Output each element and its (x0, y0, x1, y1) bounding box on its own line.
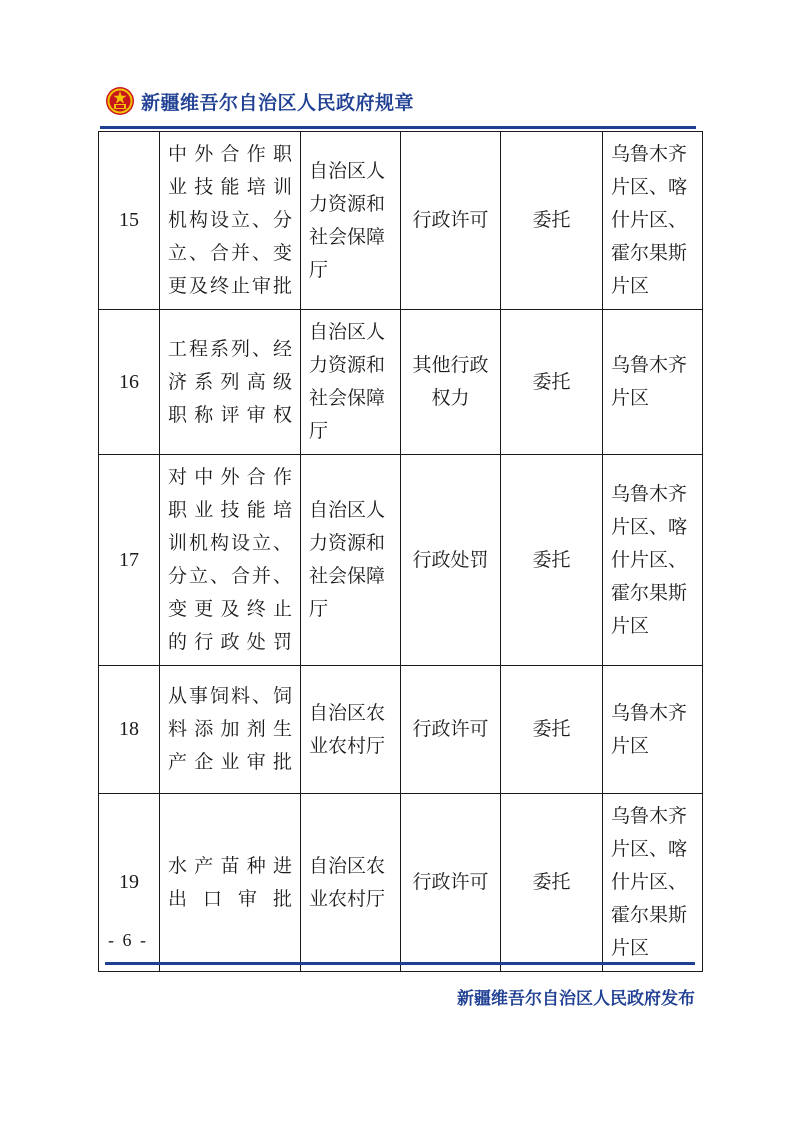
area-cell-line: 霍尔果斯 (611, 581, 688, 604)
footer-publisher: 新疆维吾尔自治区人民政府发布 (457, 989, 695, 1009)
method-cell: 委托 (501, 310, 603, 455)
item-name-cell-line: 产企业审批 (168, 751, 292, 773)
item-name-cell-line: 水产苗种进 (168, 854, 292, 877)
department-cell-line: 自治区人 (309, 159, 386, 182)
item-name-cell-line: 出口审批 (168, 887, 292, 910)
area-cell (603, 455, 703, 666)
table-row (99, 455, 703, 666)
area-cell-line: 片区 (611, 937, 650, 959)
item-name-cell-line: 工程系列、经 (168, 337, 292, 360)
method-cell: 委托 (501, 455, 603, 666)
table-row (99, 132, 703, 310)
department-cell-line: 社会保障 (309, 565, 386, 587)
table-row (99, 794, 703, 972)
row-number: 17 (99, 455, 160, 666)
table-row (99, 310, 703, 455)
department-cell-line: 社会保障 (309, 225, 386, 248)
item-name-cell-line: 分立、合并、 (168, 565, 292, 587)
item-name-cell-line: 立、合并、变 (168, 242, 292, 264)
header-title: 新疆维吾尔自治区人民政府规章 (141, 91, 415, 114)
footer-divider (105, 962, 695, 965)
delegation-table (98, 131, 703, 972)
row-number: 15 (99, 132, 160, 310)
national-emblem-icon (105, 86, 135, 116)
area-cell-line: 乌鲁木齐 (611, 805, 688, 827)
item-name-cell-line: 更及终止审批 (168, 275, 292, 297)
row-number: 18 (99, 666, 160, 794)
item-name-cell-line: 从事饲料、饲 (168, 685, 292, 707)
area-cell-line: 片区 (611, 387, 650, 409)
area-cell (603, 794, 703, 972)
item-name-cell-line: 业技能培训 (168, 176, 292, 198)
method-cell: 委托 (501, 666, 603, 794)
department-cell-line: 厅 (309, 420, 329, 442)
area-cell (603, 666, 703, 794)
department-cell-line: 社会保障 (309, 387, 386, 409)
item-name-cell-line: 对中外合作 (168, 466, 292, 488)
method-cell: 委托 (501, 132, 603, 310)
department-cell-line: 自治区人 (309, 499, 386, 521)
item-name-cell (160, 794, 301, 972)
item-name-cell-line: 济系列高级 (168, 370, 292, 393)
item-name-cell-line: 的行政处罚 (168, 631, 292, 653)
department-cell-line: 自治区人 (309, 321, 386, 343)
area-cell-line: 片区、喀 (611, 838, 688, 860)
area-cell-line: 片区 (611, 734, 650, 757)
item-name-cell-line: 职称评审权 (168, 403, 292, 426)
area-cell-line: 乌鲁木齐 (611, 482, 688, 505)
department-cell (301, 310, 401, 455)
department-cell-line: 厅 (309, 598, 329, 620)
item-name-cell-line: 机构设立、分 (168, 209, 292, 231)
department-cell (301, 132, 401, 310)
area-cell (603, 132, 703, 310)
area-cell-line: 什片区、 (611, 209, 688, 231)
table-row (99, 666, 703, 794)
department-cell (301, 455, 401, 666)
area-cell-line: 片区 (611, 275, 650, 297)
power-type-cell: 行政许可 (401, 666, 501, 794)
area-cell-line: 霍尔果斯 (611, 904, 688, 926)
department-cell-line: 业农村厅 (309, 734, 386, 757)
row-number: 19 (99, 794, 160, 972)
area-cell-line: 乌鲁木齐 (611, 701, 688, 724)
area-cell-line: 乌鲁木齐 (611, 354, 688, 376)
department-cell (301, 666, 401, 794)
item-name-cell-line: 料添加剂生 (168, 718, 292, 740)
header-divider (100, 126, 696, 129)
area-cell-line: 什片区、 (611, 548, 688, 571)
department-cell-line: 力资源和 (309, 192, 386, 215)
department-cell-line: 自治区农 (309, 854, 386, 877)
power-type-cell: 行政许可 (401, 132, 501, 310)
power-type-cell: 行政许可 (401, 794, 501, 972)
area-cell (603, 310, 703, 455)
item-name-cell (160, 666, 301, 794)
document-header (105, 84, 414, 118)
department-cell (301, 794, 401, 972)
area-cell-line: 乌鲁木齐 (611, 143, 688, 165)
department-cell-line: 力资源和 (309, 354, 386, 376)
area-cell-line: 片区 (611, 614, 650, 637)
item-name-cell-line: 训机构设立、 (168, 532, 292, 554)
item-name-cell-line: 中外合作职 (168, 143, 292, 165)
method-cell: 委托 (501, 794, 603, 972)
item-name-cell-line: 职业技能培 (168, 499, 292, 521)
area-cell-line: 片区、喀 (611, 176, 688, 198)
area-cell-line: 什片区、 (611, 871, 688, 893)
item-name-cell (160, 132, 301, 310)
item-name-cell (160, 455, 301, 666)
item-name-cell (160, 310, 301, 455)
row-number: 16 (99, 310, 160, 455)
page-number: - 6 - (108, 930, 148, 950)
department-cell-line: 力资源和 (309, 532, 386, 554)
area-cell-line: 片区、喀 (611, 515, 688, 538)
power-type-cell: 行政处罚 (401, 455, 501, 666)
item-name-cell-line: 变更及终止 (168, 598, 292, 620)
area-cell-line: 霍尔果斯 (611, 242, 688, 264)
department-cell-line: 业农村厅 (309, 887, 386, 910)
department-cell-line: 厅 (309, 258, 329, 281)
power-type-cell: 其他行政权力 (401, 310, 501, 455)
department-cell-line: 自治区农 (309, 701, 386, 724)
